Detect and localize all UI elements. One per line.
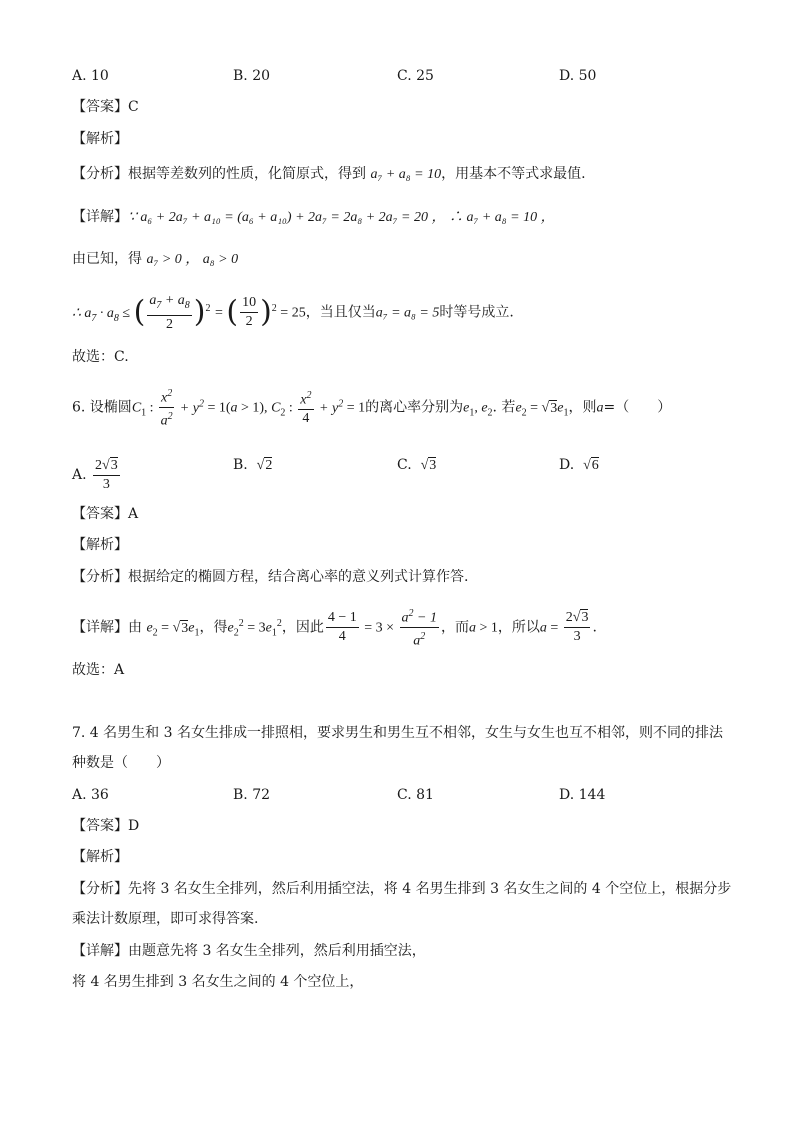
q5-known-line [72,249,238,270]
q7-option-d: D. 144 [559,787,606,803]
q5-fenxi-label: 【分析】 [72,166,128,182]
q5-answer: C [128,99,139,115]
q5-known-eq: a₇ > 0 ， a₈ > 0 [146,252,239,267]
q5-ineq-eq2: a₇ = a₈ = 5 [375,305,440,321]
q5-analysis-label: 【解析】 [72,131,128,147]
q7-fenxi-block [72,874,732,934]
q7-last-line: 将 4 名男生排到 3 名女生之间的 4 个空位上， [72,974,364,990]
q5-answer-line [72,97,139,117]
q5-ineq-tail: ，当且仅当 [305,304,376,321]
q6-stem-mid: 的离心率分别为 [365,399,464,416]
q5-fenxi-line [72,164,586,185]
q6-stem-after: . 若 [492,399,516,416]
q6-xj-2: ，得 [199,619,228,636]
q5-analysis-heading [72,129,128,149]
q5-option-a: A. 10 [72,68,109,84]
q6-fenxi-text: 根据给定的椭圆方程，结合离心率的意义列式计算作答. [128,569,469,585]
q7-option-b: B. 72 [233,787,271,803]
q7-answer: D [128,818,140,834]
q7-answer-label: 【答案】 [72,818,128,834]
q7-xiangjie-text: 由题意先将 3 名女生全排列，然后利用插空法， [128,943,426,959]
q6-xj-1: 由 [128,619,142,636]
q5-xiangjie-label: 【详解】 [72,209,128,225]
q7-answer-line [72,816,139,836]
q5-options [72,66,752,86]
q7-option-a: A. 36 [72,787,109,803]
q7-xiangjie-line [72,941,426,961]
q5-fenxi-text: 根据等差数列的性质，化简原式，得到 [128,166,366,182]
q5-ineq-frac1: $\frac{a_7 + a_8}{2}$ [149,292,190,332]
q7-fenxi-text: 先将 3 名女生全排列，然后利用插空法，将 4 名男生排到 3 名女生之间的 4 个空位上，根据分步乘法计数原理，即可求得答案. [72,881,732,927]
q6-stem: 6. 设椭圆$C_1$ : $\frac{x^2}{a^2}$ + $y^2 = 1(a > 1)$, $C_2$ : $\frac{x^2}{4}$ + $y^2 = 1$的离心率分别为$e_1$, $e_2$. 若$e_2 = √3e_1$，则a=（ ） [72,382,671,435]
q6-stem-then: ，则 [568,399,597,416]
q7-options [72,785,752,805]
q7-analysis-label: 【解析】 [72,849,128,865]
q6-choose: 故选：A [72,662,125,678]
q5-option-c: C. 25 [397,68,434,84]
q6-xj-4: ，而 [440,619,469,636]
q5-ineq-end: 时等号成立. [439,304,514,321]
q6-option-a: A. $\frac{2√3}{3}$ [72,457,118,492]
q5-choose: 故选：C. [72,349,129,365]
q5-fenxi-eq: a₇ + a₈ = 10 [370,167,442,182]
q7-option-c: C. 81 [397,787,434,803]
q5-known-text: 由已知，得 [72,251,142,267]
q6-analysis-heading [72,535,128,555]
q6-xj-3: ，因此 [281,619,324,636]
q6-answer-label: 【答案】 [72,506,128,522]
q6-answer: A [128,506,139,522]
q7-xiangjie-label: 【详解】 [72,943,128,959]
q5-option-d: D. 50 [559,68,597,84]
q7-stem: 7. 4 名男生和 3 名女生排成一排照相，要求男生和男生互不相邻，女生与女生也互不相邻，则不同的排法种数是（ ） [72,725,723,771]
q5-ineq-frac2: $\frac{10}{2}$ [242,295,257,330]
q5-ineq-lhs: ∴ $a_7 \cdot a_8$ ≤ [72,305,134,324]
q6-option-d: D. √6 [559,457,599,473]
q6-xj-5: ，所以 [497,619,540,636]
q6-xiangjie-label: 【详解】 [72,619,128,636]
q7-fenxi-label: 【分析】 [72,881,128,897]
q6-options [72,455,752,495]
q7-analysis-heading [72,847,128,867]
q6-fenxi-line [72,567,468,587]
q5-answer-label: 【答案】 [72,99,128,115]
q6-analysis-label: 【解析】 [72,537,128,553]
q6-option-b: B. √2 [233,457,273,473]
q6-option-c: C. √3 [397,457,437,473]
q5-fenxi-tail: ，用基本不等式求最值. [441,166,586,182]
q5-xiangjie-line [72,207,555,228]
q6-answer-line [72,504,138,524]
q5-option-b: B. 20 [233,68,271,84]
q6-stem-prefix: 6. 设椭圆 [72,399,132,416]
q6-xiangjie-line: 【详解】由 $e_2 = √3e_1$，得$e_2^2 = 3e_1^2$，因此 $\frac{4 - 1}{4}$ = 3 × $\frac{a^2 - 1}{a^2}$ ，而a > 1，所以a = $\frac{2√3}{3}$ . [72,602,597,655]
q5-xiangjie-eq: ∵ a₆ + 2a₇ + a₁₀ = (a₆ + a₁₀) + 2a₇ = 2a₈ + 2a₇ = 20 ， ∴ a₇ + a₈ = 10 ， [128,210,555,225]
q6-fenxi-label: 【分析】 [72,569,128,585]
q5-inequality-line: ∴ $a_7 \cdot a_8$ ≤ ( $\frac{a_7 + a_8}{2}$ )$^2$ = ( $\frac{10}{2}$ )$^2$ = 25，当且仅当a₇ = a₈ = 5时等号成立. [72,292,514,332]
q6-stem-end: =（ ） [603,399,672,416]
